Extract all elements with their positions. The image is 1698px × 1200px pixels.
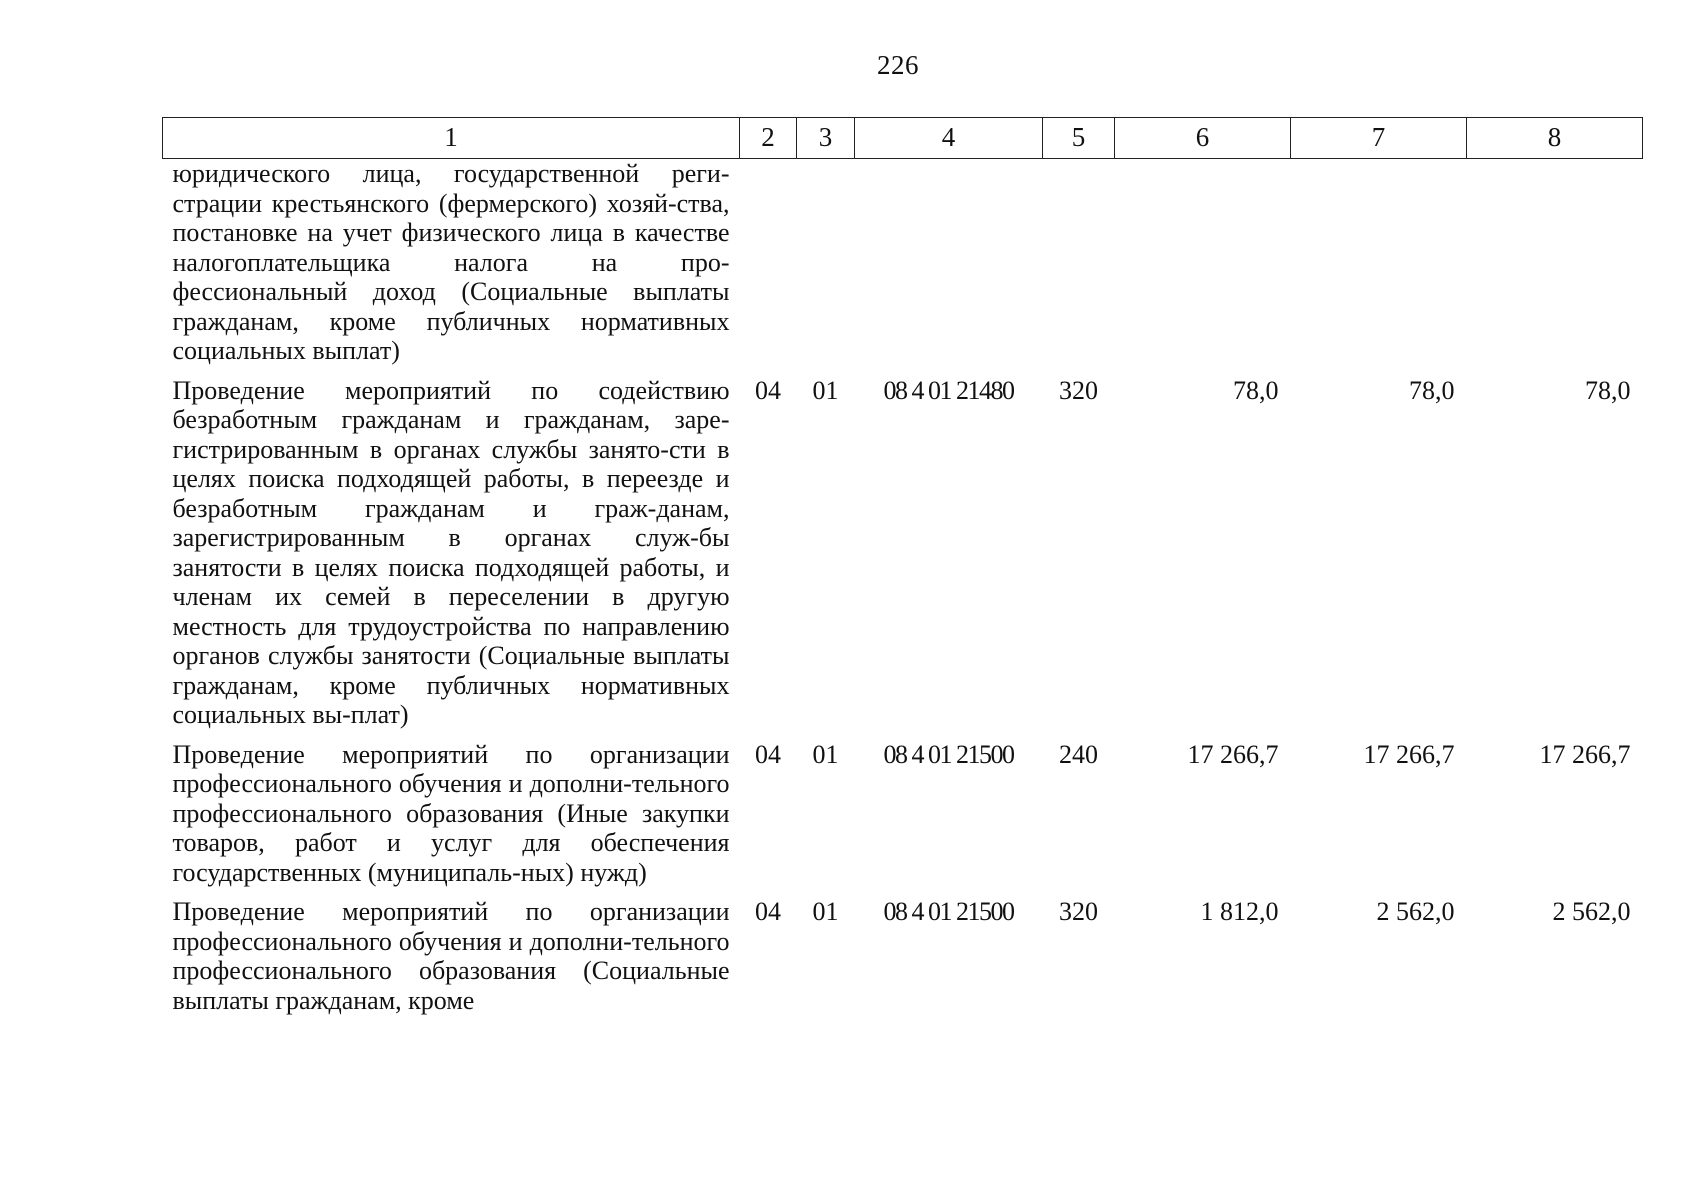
row-amount-col7: 17 266,7 xyxy=(1363,739,1455,769)
row-amount-col8: 78,0 xyxy=(1585,375,1631,405)
row-expense-type: 320 xyxy=(1059,897,1098,926)
row-subsection: 01 xyxy=(812,897,839,926)
row-description: Проведение мероприятий по организации профессионального обучения и дополни-тельного профессионального образования (Социальные выплаты гражданам, кроме xyxy=(172,897,730,1015)
row-expense-type xyxy=(1043,159,1115,366)
row-description: Проведение мероприятий по содействию безработным гражданам и гражданам, заре-гистрированным в органах службы занято-сти в целях поиска подходящей работы, в переезде и безработным гражданам и граж-данам, зарегистрированным в органах служ-бы занятости в целях поиска подходящей работы, и членам их семей в переселении в другую местность для трудоустройства по направлению органов службы занятости (Социальные выплаты гражданам, кроме публичных нормативных социальных вы-плат) xyxy=(172,375,730,729)
table-row xyxy=(163,887,1643,1015)
budget-table xyxy=(162,117,1643,1015)
column-header-4: 4 xyxy=(855,118,1043,159)
row-target-article: 08 4 01 21500 xyxy=(883,739,1014,769)
column-header-2: 2 xyxy=(740,118,797,159)
row-subsection xyxy=(797,159,855,366)
row-subsection: 01 xyxy=(812,375,839,405)
column-header-3: 3 xyxy=(797,118,855,159)
row-amount-col7 xyxy=(1291,159,1467,366)
table-row xyxy=(163,366,1643,730)
row-amount-col8: 2 562,0 xyxy=(1552,897,1631,926)
table-row xyxy=(163,159,1643,366)
row-expense-type: 240 xyxy=(1059,739,1098,769)
row-section: 04 xyxy=(755,739,781,769)
row-expense-type: 320 xyxy=(1059,375,1098,405)
row-section: 04 xyxy=(755,897,781,926)
row-description: Проведение мероприятий по организации профессионального обучения и дополни-тельного профессионального образования (Иные закупки товаров, работ и услуг для обеспечения государственных (муниципаль-ных) нужд) xyxy=(172,739,730,887)
row-description: юридического лица, государственной реги-страции крестьянского (фермерского) хозяй-ства, постановке на учет физического лица в качестве налогоплательщика налога на про-фессиональный доход (Социальные выплаты гражданам, кроме публичных нормативных социальных выплат) xyxy=(172,159,730,365)
row-section: 04 xyxy=(755,375,781,405)
column-header-5: 5 xyxy=(1043,118,1115,159)
column-header-8: 8 xyxy=(1467,118,1643,159)
row-target-article: 08 4 01 21500 xyxy=(883,897,1014,926)
row-amount-col7: 78,0 xyxy=(1409,375,1455,405)
row-amount-col7: 2 562,0 xyxy=(1376,897,1455,926)
table-row xyxy=(163,730,1643,888)
column-header-1: 1 xyxy=(163,118,740,159)
column-header-7: 7 xyxy=(1291,118,1467,159)
row-amount-col8 xyxy=(1467,159,1643,366)
row-amount-col6: 1 812,0 xyxy=(1200,897,1279,926)
row-amount-col6: 17 266,7 xyxy=(1187,739,1279,769)
row-subsection: 01 xyxy=(812,739,839,769)
row-amount-col8: 17 266,7 xyxy=(1539,739,1631,769)
row-section xyxy=(740,159,797,366)
page-number: 226 xyxy=(877,50,919,80)
column-header-6: 6 xyxy=(1115,118,1291,159)
row-target-article xyxy=(855,159,1043,366)
table-header-row xyxy=(163,118,1643,159)
row-amount-col6: 78,0 xyxy=(1233,375,1279,405)
row-amount-col6 xyxy=(1115,159,1291,366)
row-target-article: 08 4 01 21480 xyxy=(883,375,1014,405)
